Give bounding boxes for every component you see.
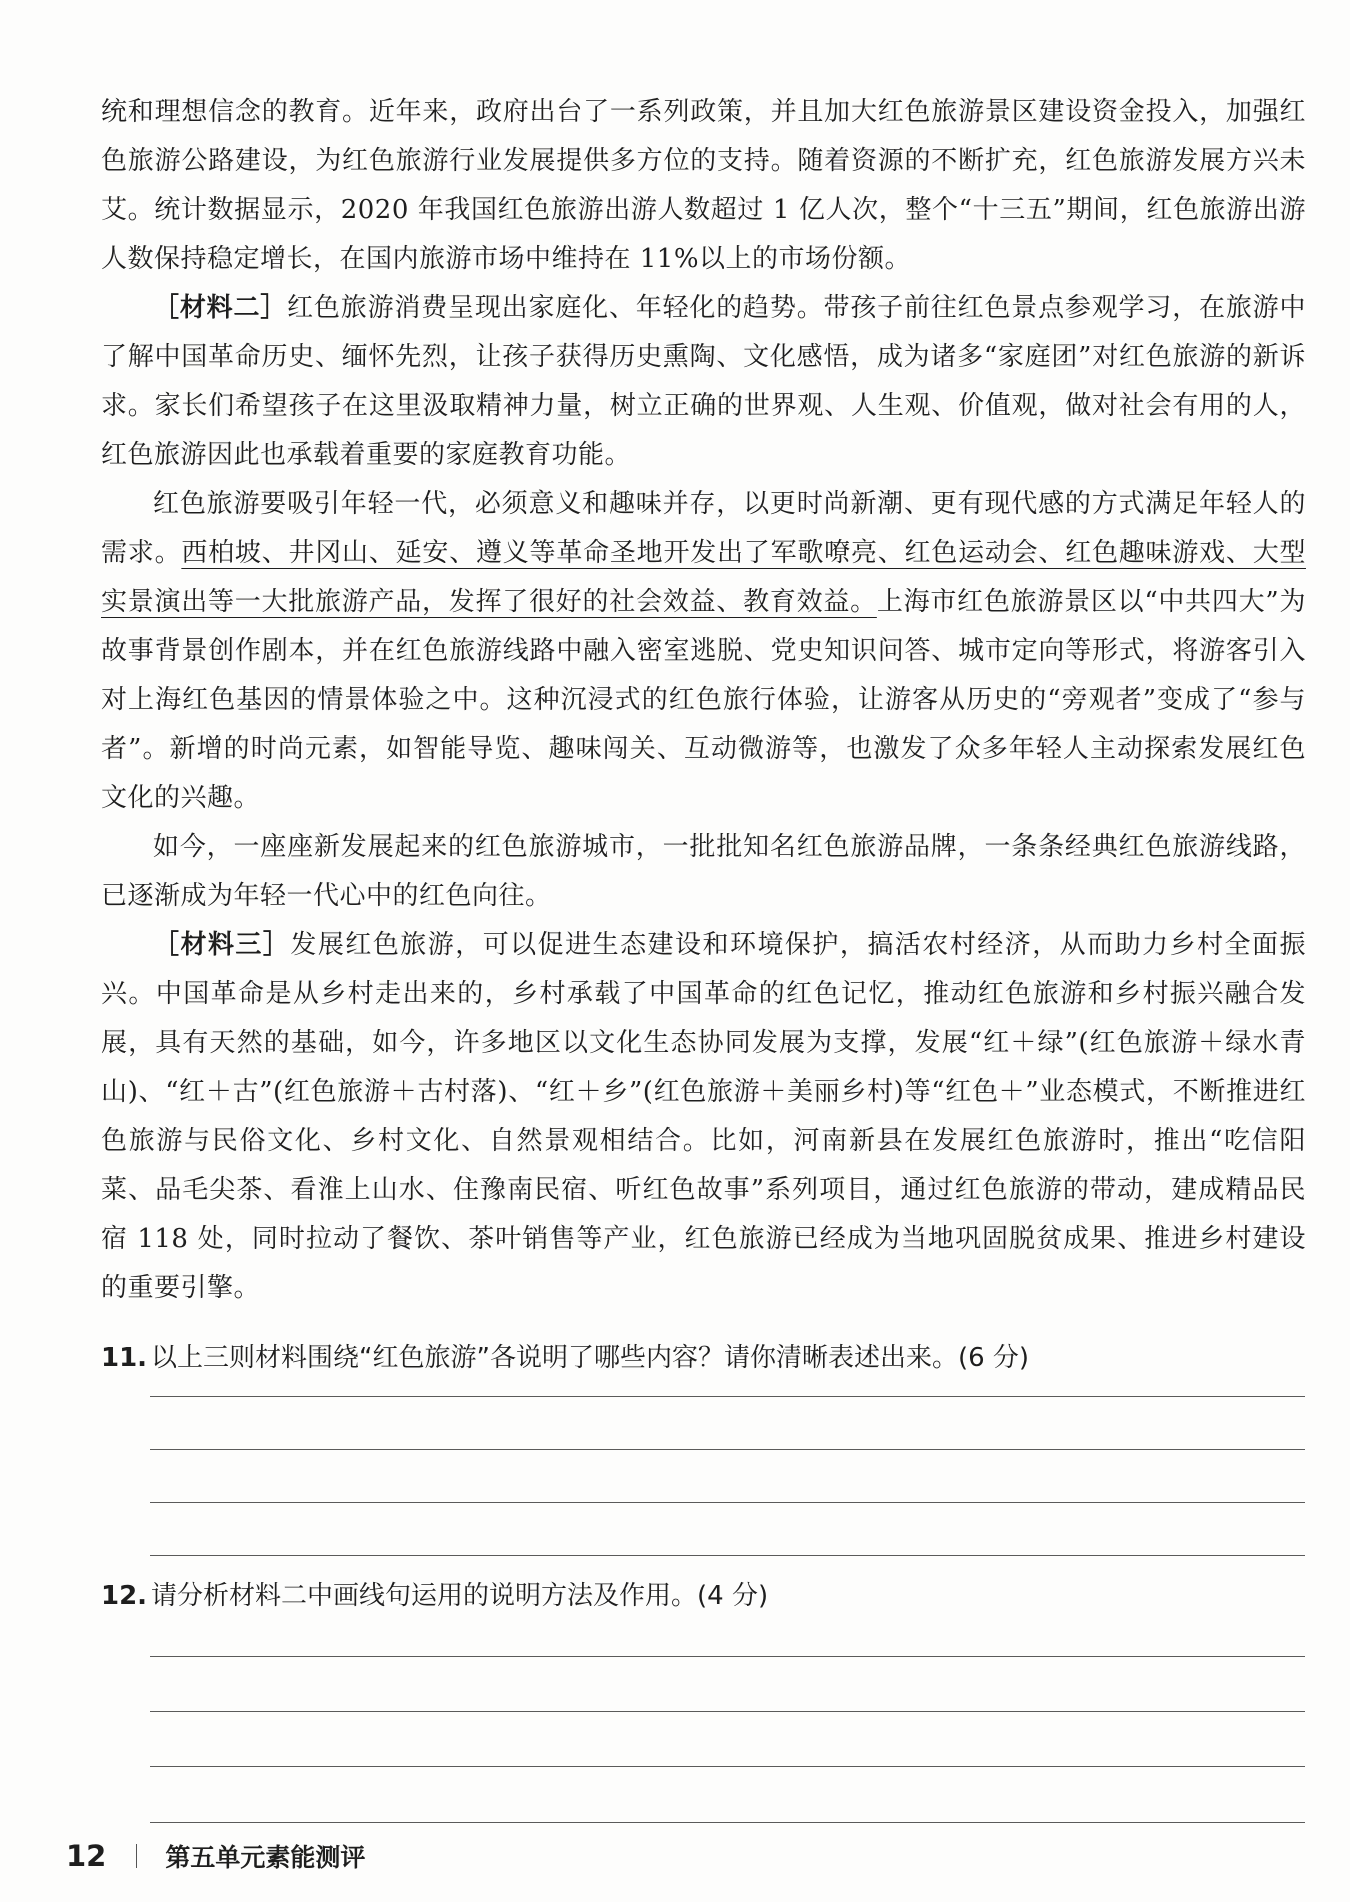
- paragraph-4: 如今，一座座新发展起来的红色旅游城市，一批批知名红色旅游品牌，一条条经典红色旅游线路，已逐渐成为年轻一代心中的红色向往。: [101, 832, 1306, 911]
- question-11-text: 以上三则材料围绕“红色旅游”各说明了哪些内容？请你清晰表述出来。(6 分): [151, 1343, 1030, 1373]
- page-footer: [66, 1838, 365, 1874]
- reading-passage: [101, 88, 1306, 1313]
- question-12-text: 请分析材料二中画线句运用的说明方法及作用。(4 分): [151, 1581, 769, 1611]
- paragraph-material-3: [101, 921, 1306, 1313]
- paragraph-material-2: [101, 284, 1306, 480]
- paragraph-3-rest: 上海市红色旅游景区以“中共四大”为故事背景创作剧本，并在红色旅游线路中融入密室逃脱、党史知识问答、城市定向等形式，将游客引入对上海红色基因的情景体验之中。这种沉浸式的红色旅行体验，让游客从历史的“旁观者”变成了“参与者”。新增的时尚元素，如智能导览、趣味闯关、互动微游等，也激发了众多年轻人主动探索发展红色文化的兴趣。: [101, 587, 1306, 813]
- answer-line-q12-4[interactable]: [150, 1822, 1305, 1823]
- underlined-sentence: 西柏坡、井冈山、延安、遵义等革命圣地开发出了军歌嘹亮、红色运动会、红色趣味游戏、大型实景演出等一大批旅游产品，发挥了很好的社会效益、教育效益。: [101, 538, 1306, 617]
- question-11-number: 11.: [101, 1343, 148, 1373]
- footer-divider: [136, 1844, 137, 1868]
- question-12-number: 12.: [101, 1581, 148, 1611]
- material-2-tag: ［材料二］: [153, 293, 288, 323]
- question-11: [101, 1340, 1311, 1376]
- answer-line-q12-1[interactable]: [150, 1656, 1305, 1657]
- material-3-tag: ［材料三］: [153, 930, 291, 960]
- question-12: [101, 1578, 1311, 1614]
- unit-title: 第五单元素能测评: [165, 1843, 366, 1872]
- paragraph-1: 统和理想信念的教育。近年来，政府出台了一系列政策，并且加大红色旅游景区建设资金投入，加强红色旅游公路建设，为红色旅游行业发展提供多方位的支持。随着资源的不断扩充，红色旅游发展方兴未艾。统计数据显示，2020 年我国红色旅游出游人数超过 1 亿人次，整个“十三五”期间，红色旅游出游人数保持稳定增长，在国内旅游市场中维持在 11%以上的市场份额。: [101, 97, 1306, 274]
- answer-line-q11-1[interactable]: [150, 1396, 1305, 1397]
- answer-line-q11-3[interactable]: [150, 1502, 1305, 1503]
- paragraph-3: [101, 480, 1306, 823]
- paragraph-3-lead: 红色旅游要吸引年轻一代，必须意义和趣味并存，以更时尚新潮、更有现代感的方式满足年轻人的需求。: [101, 489, 1306, 568]
- material-3-text: 发展红色旅游，可以促进生态建设和环境保护，搞活农村经济，从而助力乡村全面振兴。中国革命是从乡村走出来的，乡村承载了中国革命的红色记忆，推动红色旅游和乡村振兴融合发展，具有天然的基础，如今，许多地区以文化生态协同发展为支撑，发展“红＋绿”(红色旅游＋绿水青山)、“红＋古”(红色旅游＋古村落)、“红＋乡”(红色旅游＋美丽乡村)等“红色＋”业态模式，不断推进红色旅游与民俗文化、乡村文化、自然景观相结合。比如，河南新县在发展红色旅游时，推出“吃信阳菜、品毛尖茶、看淮上山水、住豫南民宿、听红色故事”系列项目，通过红色旅游的带动，建成精品民宿 118 处，同时拉动了餐饮、茶叶销售等产业，红色旅游已经成为当地巩固脱贫成果、推进乡村建设的重要引擎。: [101, 930, 1306, 1303]
- material-2-text: 红色旅游消费呈现出家庭化、年轻化的趋势。带孩子前往红色景点参观学习，在旅游中了解中国革命历史、缅怀先烈，让孩子获得历史熏陶、文化感悟，成为诸多“家庭团”对红色旅游的新诉求。家长们希望孩子在这里汲取精神力量，树立正确的世界观、人生观、价值观，做对社会有用的人，红色旅游因此也承载着重要的家庭教育功能。: [101, 293, 1306, 470]
- answer-line-q12-2[interactable]: [150, 1711, 1305, 1712]
- answer-line-q11-4[interactable]: [150, 1555, 1305, 1556]
- answer-line-q11-2[interactable]: [150, 1449, 1305, 1450]
- answer-line-q12-3[interactable]: [150, 1766, 1305, 1767]
- page-number: 12: [66, 1839, 107, 1873]
